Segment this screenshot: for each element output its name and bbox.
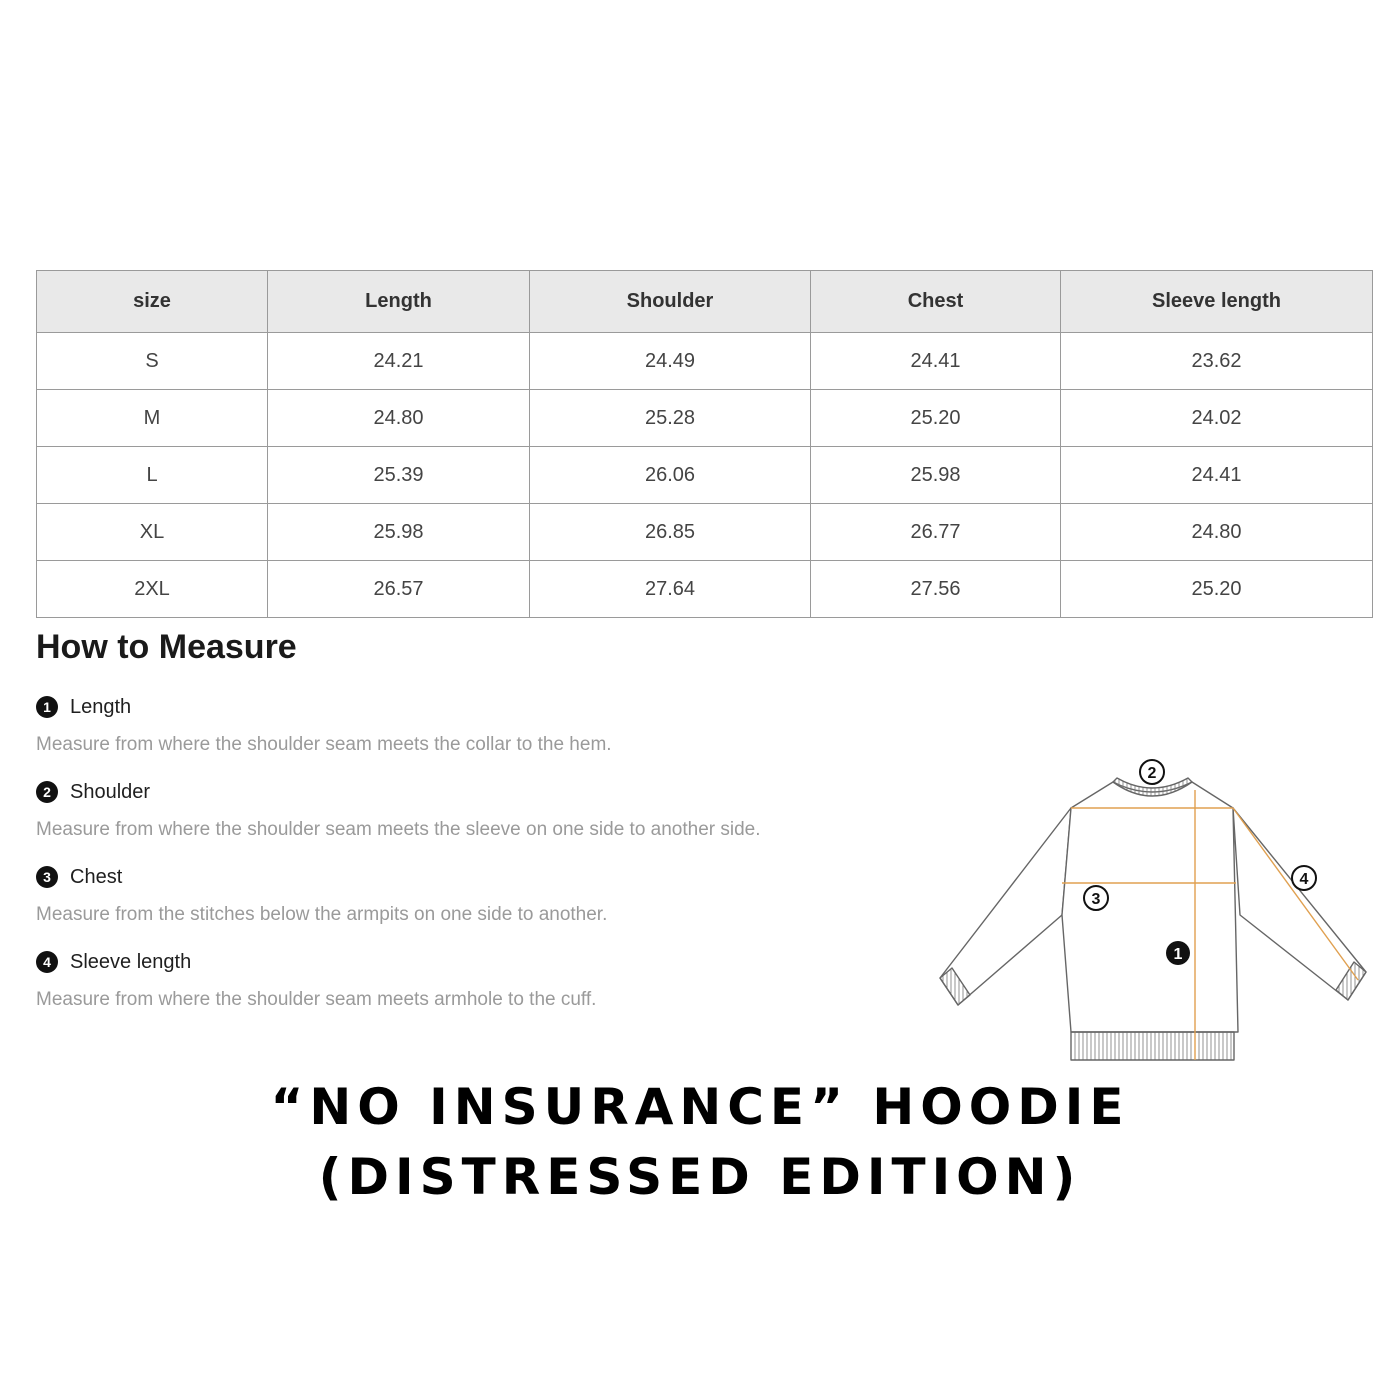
measure-description: Measure from where the shoulder seam meets the collar to the hem. <box>36 734 612 755</box>
measure-item-shoulder <box>36 777 761 841</box>
cell-sleeve-length: 24.02 <box>1061 390 1373 447</box>
cell-size: M <box>37 390 268 447</box>
number-2-icon: 2 <box>36 781 58 803</box>
cell-length: 25.98 <box>268 504 530 561</box>
table-row <box>37 333 1373 390</box>
header-sleeve-length: Sleeve length <box>1061 271 1373 333</box>
header-size: size <box>37 271 268 333</box>
measure-description: Measure from where the shoulder seam meets the sleeve on one side to another side. <box>36 819 761 840</box>
cell-size: XL <box>37 504 268 561</box>
cell-shoulder: 26.85 <box>530 504 811 561</box>
measure-label: Chest <box>70 865 123 888</box>
product-title: “NO INSURANCE” HOODIE (DISTRESSED EDITION) <box>270 1078 1130 1206</box>
cell-shoulder: 27.64 <box>530 561 811 618</box>
table-row <box>37 447 1373 504</box>
measure-item-chest <box>36 862 607 926</box>
cell-length: 26.57 <box>268 561 530 618</box>
cell-length: 24.80 <box>268 390 530 447</box>
cell-size: L <box>37 447 268 504</box>
table-row <box>37 561 1373 618</box>
svg-text:1: 1 <box>1173 946 1183 963</box>
cell-sleeve-length: 24.80 <box>1061 504 1373 561</box>
measure-description: Measure from where the shoulder seam meets armhole to the cuff. <box>36 989 597 1010</box>
cell-sleeve-length: 25.20 <box>1061 561 1373 618</box>
measure-label: Length <box>70 695 132 718</box>
table-row <box>37 504 1373 561</box>
measure-item-length <box>36 692 612 756</box>
table-header-row <box>37 271 1373 333</box>
svg-text:2: 2 <box>1147 765 1157 782</box>
marker-3-icon <box>1084 886 1108 910</box>
header-chest: Chest <box>811 271 1061 333</box>
svg-text:4: 4 <box>1299 871 1309 888</box>
sweater-icon <box>940 778 1366 1060</box>
how-to-measure-title: How to Measure <box>36 628 297 666</box>
cell-shoulder: 25.28 <box>530 390 811 447</box>
measure-description: Measure from the stitches below the armpits on one side to another. <box>36 904 608 925</box>
measure-label: Sleeve length <box>70 950 192 973</box>
cell-sleeve-length: 23.62 <box>1061 333 1373 390</box>
measure-item-sleeve-length <box>36 947 596 1011</box>
cell-size: S <box>37 333 268 390</box>
number-3-icon: 3 <box>36 866 58 888</box>
cell-chest: 25.98 <box>811 447 1061 504</box>
number-1-icon: 1 <box>36 696 58 718</box>
cell-chest: 25.20 <box>811 390 1061 447</box>
svg-text:3: 3 <box>1091 891 1101 908</box>
cell-chest: 27.56 <box>811 561 1061 618</box>
cell-length: 25.39 <box>268 447 530 504</box>
header-shoulder: Shoulder <box>530 271 811 333</box>
number-4-icon: 4 <box>36 951 58 973</box>
header-length: Length <box>268 271 530 333</box>
marker-2-icon <box>1140 760 1164 784</box>
measure-label: Shoulder <box>70 780 151 803</box>
marker-1-icon <box>1166 941 1190 965</box>
sweater-measurement-diagram <box>930 750 1380 1070</box>
cell-sleeve-length: 24.41 <box>1061 447 1373 504</box>
marker-4-icon <box>1292 866 1316 890</box>
cell-length: 24.21 <box>268 333 530 390</box>
cell-shoulder: 24.49 <box>530 333 811 390</box>
cell-size: 2XL <box>37 561 268 618</box>
table-row <box>37 390 1373 447</box>
cell-shoulder: 26.06 <box>530 447 811 504</box>
cell-chest: 24.41 <box>811 333 1061 390</box>
size-chart-table <box>36 270 1373 618</box>
cell-chest: 26.77 <box>811 504 1061 561</box>
